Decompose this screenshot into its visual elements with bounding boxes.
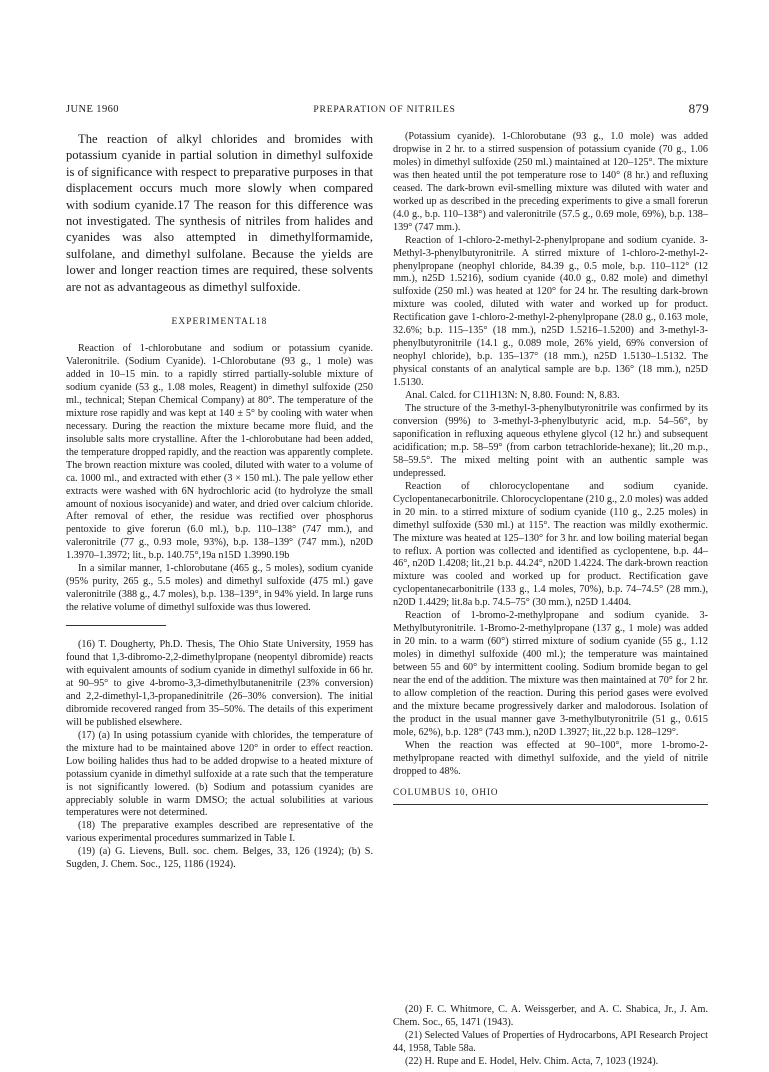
- affiliation: COLUMBUS 10, OHIO: [393, 786, 499, 797]
- experimental-paragraph-valeronitrile-sodium: Reaction of 1-chlorobutane and sodium or potassium cyanide. Valeronitrile. (Sodium Cyanide). 1-Chlorobutane (93 g., 1 mole) was added in 10–15 min. to a rapidly stirred partially-soluble mixture of sodium cyanide (53 g., 1.08 moles, Reagent) in dimethyl sulfoxide (250 ml., technical; Stepan Chemical Company) at 80°. The temperature of the mixture rose rapidly and was kept at 140 ± 5° by cooling with water when necessary. During the reaction the mixture became more fluid, and the insoluble salts more crystalline. After the 1-chlorobutane had been added, the temperature dropped rapidly, and the reaction was apparently complete. The brown reaction mixture was cooled, diluted with water to a volume of ca. 1000 ml., and extracted with ether (3 × 150 ml.). The pale yellow ether extracts were washed with 6N hydrochloric acid (to hydrolyze the small amount of noxious isocyanide) and water, and dried over calcium chloride. After removal of ether, the residue was rectified over phosphorus pentoxide to give forerun (6.0 ml.), b.p. 110–138° (747 mm.), and valeronitrile (77 g., 0.93 mole, 93%), b.p. 138–139° (747 mm.), n20D 1.3970–1.3972; lit., b.p. 140.75°,19a n15D 1.3990.19b: [66, 343, 373, 562]
- intro-paragraph: The reaction of alkyl chlorides and bromides with potassium cyanide in partial solution in dimethyl sulfoxide is of significance with respect to preparative purposes in that displacement occurs much more slowly when compared with sodium cyanide.17 The reason for this difference was not investigated. The synthesis of nitriles from halides and cyanides was also attempted in dimethylformamide, sulfolane, and dimethyl sulfolane. Because the yields are lower and longer reaction times are required, these solvents are not as advantageous as dimethyl sulfoxide.: [66, 132, 373, 294]
- footnote-22: (22) H. Rupe and E. Hodel, Helv. Chim. Acta, 7, 1023 (1924).: [405, 1055, 659, 1067]
- footnote-18: (18) The preparative examples described are representative of the various experimental procedures summarized in Table I.: [66, 820, 373, 845]
- section-heading-experimental: EXPERIMENTAL18: [171, 317, 268, 328]
- paragraph-analysis: Anal. Calcd. for C11H13N: N, 8.80. Found: N, 8.83.: [405, 390, 620, 402]
- footnote-rule: [66, 625, 166, 626]
- paragraph-potassium-cyanide: (Potassium cyanide). 1-Chlorobutane (93 g., 1.0 mole) was added dropwise in 2 hr. to a stirred suspension of potassium cyanide (70 g., 1.06 moles) in dimethyl sulfoxide (250 ml.) maintained at 120–125°. The mixture was then heated until the pot temperature rose to 140° (8 hr.) and refluxing ceased. The dark-brown evil-smelling mixture was diluted with water and worked up as described in the preceding experiments to give a small forerun (4.0 g., b.p. 110–138°) and valeronitrile (57.5 g., 0.69 mole, 69%), b.p. 138–139° (747 mm.).: [393, 131, 708, 233]
- paragraph-bromo-methylpropane: Reaction of 1-bromo-2-methylpropane and sodium cyanide. 3-Methylbutyronitrile. 1-Bromo-2-methylpropane (137 g., 1 mole) was added in 20 min. to a warm (60°) stirred mixture of sodium cyanide (55 g., 1.12 moles) in dimethyl sulfoxide (400 ml.); the temperature was maintained between 55 and 60° by intermittent cooling. Sodium bromide began to gel near the end of the addition. The mixture was then maintained at 70° for 2 hr. to allow completion of the reaction. During this period gases were evolved and the mixture became progressively darker and malodorous. Isolation of the product in the usual manner gave 3-methylbutyronitrile (51 g., 0.615 mole, 62%), b.p. 128° (743 mm.), n20D 1.3927; lit.,22 b.p. 128–129°.: [393, 610, 708, 738]
- footnote-17: (17) (a) In using potassium cyanide with chlorides, the temperature of the mixture had to be maintained above 120° in order to effect reaction. Low boiling halides thus had to be added dropwise to a heated mixture of potassium cyanide in dimethyl sulfoxide at a rate such that the temperature is not significantly lowered. (b) Sodium and potassium cyanides are appreciably soluble in warm DMSO; the actual solubilities at various temperatures were not determined.: [66, 729, 373, 819]
- footnote-rule-right: [393, 804, 708, 805]
- paragraph-structure-confirmation: The structure of the 3-methyl-3-phenylbutyronitrile was confirmed by its conversion (99%) to 3-methyl-3-phenylbutyric acid, m.p. 54–56°, by saponification in refluxing aqueous ethylene glycol (12 hr.) and subsequent acidification; m.p. 58–59° (from carbon tetrachloride-hexane); lit.,20 m.p., 58–59.5°. The mixed melting point with an authentic sample was undepressed.: [393, 403, 708, 479]
- footnote-20: (20) F. C. Whitmore, C. A. Weissgerber, and A. C. Shabica, Jr., J. Am. Chem. Soc., 65, 1471 (1943).: [393, 1004, 708, 1028]
- left-column: [66, 131, 373, 872]
- right-footnotes: [393, 1004, 708, 1069]
- paragraph-higher-temperature: When the reaction was effected at 90–100°, more 1-bromo-2-methylpropane reacted with dimethyl sulfoxide, and the yield of nitrile dropped to 48%.: [393, 739, 708, 777]
- footnote-21: (21) Selected Values of Properties of Hydrocarbons, API Research Project 44, 1958, Table 58a.: [393, 1029, 708, 1054]
- page-number: 879: [688, 101, 709, 116]
- running-header-date: JUNE 1960: [66, 104, 119, 115]
- right-column: [393, 131, 708, 814]
- footnote-16: (16) T. Dougherty, Ph.D. Thesis, The Ohio State University, 1959 has found that 1,3-dibromo-2,2-dimethylpropane (neopentyl dibromide) reacts with equivalent amounts of sodium cyanide in dimethyl sulfoxide in 66 hr. at 90–95° to give 4-bromo-3,3-dimethylbutanenitrile (23% conversion) and 2,2-dimethyl-1,3-propanedinitrile (26–30% conversion). The initial dibromide recovered ranged from 35–50%. The details of this experiment will be published elsewhere.: [66, 639, 373, 728]
- running-header-title: PREPARATION OF NITRILES: [313, 104, 456, 115]
- paragraph-chlorocyclopentane: Reaction of chlorocyclopentane and sodium cyanide. Cyclopentanecarbonitrile. Chlorocyclopentane (210 g., 2.0 moles) was added in 20 min. to a stirred mixture of sodium cyanide (110 g., 2.25 moles) in dimethyl sulfoxide (530 ml.) at 115°. The reaction was mildly exothermic. The mixture was heated at 125–130° for 3 hr. and low boiling material began to reflux. A portion was collected and identified as cyclopentene, b.p. 44–46°, n20D 1.4208; lit.,21 b.p. 44.24°, n20D 1.4224. The dark-brown reaction mixture was cooled and worked up for product. Rectification gave cyclopentanecarbonitrile (133 g., 1.4 moles, 70%), b.p. 74–74.5° (28 mm.), n20D 1.4429; lit.8a b.p. 74.5–75° (30 mm.), n25D 1.4404.: [393, 480, 708, 609]
- experimental-paragraph-large-run: In a similar manner, 1-chlorobutane (465 g., 5 moles), sodium cyanide (95% purity, 265 g., 5.5 moles) and dimethyl sulfoxide (475 ml.) gave valeronitrile (388 g., 4.7 moles), b.p. 138–139°, in 94% yield. In large runs the relative volume of dimethyl sulfoxide was thus lowered.: [66, 563, 373, 614]
- footnote-19: (19) (a) G. Lievens, Bull. soc. chem. Belges, 33, 126 (1924); (b) S. Sugden, J. Chem. Soc., 125, 1186 (1924).: [66, 846, 373, 871]
- paragraph-neophyl-chloride: Reaction of 1-chloro-2-methyl-2-phenylpropane and sodium cyanide. 3-Methyl-3-phenylbutyronitrile. A stirred mixture of 1-chloro-2-methyl-2-phenylpropane (neophyl chloride, 84.39 g., 0.5 mole, b.p. 110–112° (12 mm.), n25D 1.5216), sodium cyanide (40.0 g., 0.82 mole) and dimethyl sulfoxide (250 ml.) was heated at 120° for 24 hr. The resulting dark-brown mixture was cooled, diluted with water and worked up for product. Rectification gave 1-chloro-2-methyl-2-phenylpropane (28.0 g., 0.163 mole, 32.6%; b.p. 115–135° (18 mm.), n25D 1.5216–1.5200) and 3-methyl-3-phenylbutyronitrile (14.1 g., 0.089 mole, 26% yield, 69% conversion of neophyl chloride), b.p. 135–137° (18 mm.), n25D 1.5130–1.5132. The physical constants of an analytical sample are b.p. 136° (18 mm.), n25D 1.5130.: [393, 234, 708, 389]
